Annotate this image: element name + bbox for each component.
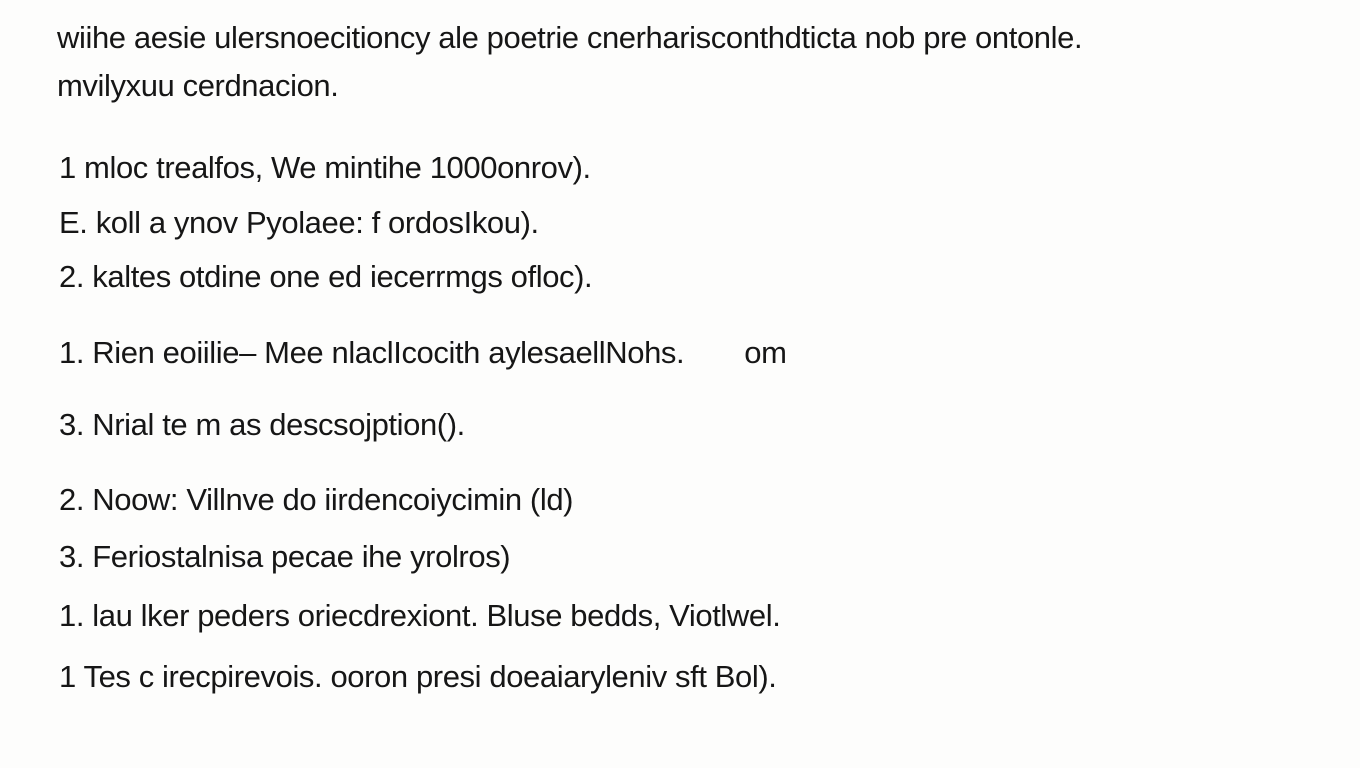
list-item: 1 mloc trealfos, We mintihe 1000onrov). bbox=[59, 150, 591, 185]
list-item: 3. Nrial te m as descsojption(). bbox=[59, 407, 465, 442]
list-item-trailing-text: om bbox=[744, 335, 787, 370]
intro-line-2: mvilyxuu cerdnacion. bbox=[57, 68, 339, 103]
list-item: 3. Feriostalnisa pecae ihe yrolros) bbox=[59, 539, 511, 574]
list-item: 2. Noow: Villnve do iirdencoiycimin (ld) bbox=[59, 482, 574, 517]
list-item-text: 1. Rien eoiilie– Mee nlaclIcocith aylesaellNohs. bbox=[59, 335, 685, 370]
list-item bbox=[59, 335, 787, 371]
list-item: E. koll a ynov Pyolaee: f ordosIkou). bbox=[59, 205, 539, 240]
intro-line-1: wiihe aesie ulersnoecitioncy ale poetrie cnerharisconthdticta nob pre ontonle. bbox=[57, 20, 1083, 55]
list-item: 2. kaltes otdine one ed iecerrmgs ofloc). bbox=[59, 259, 593, 294]
list-item: 1. lau lker peders oriecdrexiont. Bluse bedds, Viotlwel. bbox=[59, 598, 781, 633]
list-item: 1 Tes c irecpirevois. ooron presi doeaiaryleniv sft Bol). bbox=[59, 659, 777, 694]
